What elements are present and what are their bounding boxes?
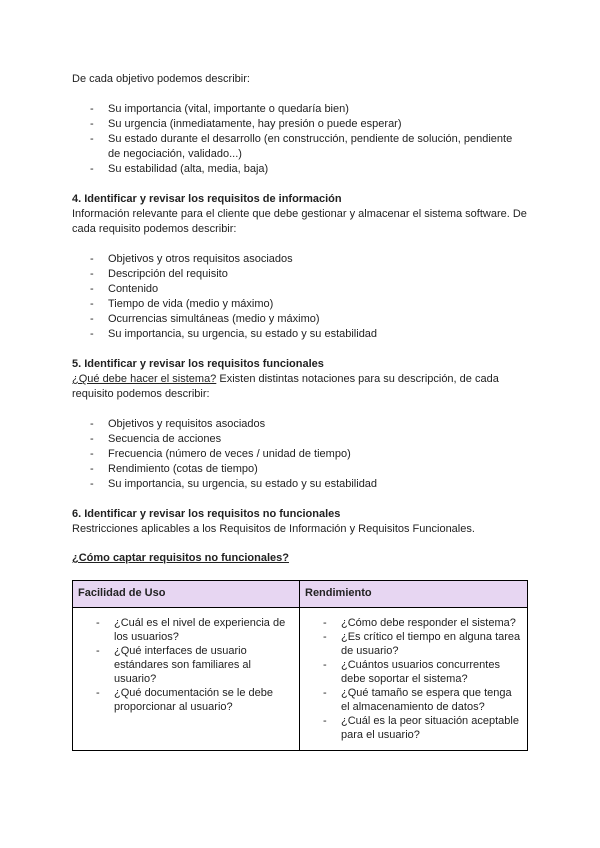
list-item: - Su importancia (vital, importante o quedaría bien) bbox=[72, 102, 527, 117]
list-item: - Su urgencia (inmediatamente, hay presión o puede esperar) bbox=[72, 117, 527, 132]
list-item: - ¿Cuántos usuarios concurrentes debe soportar el sistema? bbox=[305, 658, 521, 686]
section-5-heading: 5. Identificar y revisar los requisitos funcionales bbox=[72, 358, 324, 370]
list-item: - Su estabilidad (alta, media, baja) bbox=[72, 162, 527, 177]
table-row bbox=[73, 608, 528, 751]
list-item: - Su importancia, su urgencia, su estado y su estabilidad bbox=[72, 327, 527, 342]
list-item: - Objetivos y requisitos asociados bbox=[72, 417, 527, 432]
list-item: - Su estado durante el desarrollo (en construcción, pendiente de solución, pendiente de negociación, validado...) bbox=[72, 132, 527, 162]
list-item: - ¿Es crítico el tiempo en alguna tarea de usuario? bbox=[305, 630, 521, 658]
section-6-heading: 6. Identificar y revisar los requisitos no funcionales bbox=[72, 508, 341, 520]
list-item: - Objetivos y otros requisitos asociados bbox=[72, 252, 527, 267]
list-item: - Su importancia, su urgencia, su estado y su estabilidad bbox=[72, 477, 527, 492]
performance-cell bbox=[300, 608, 528, 751]
list-item: - Tiempo de vida (medio y máximo) bbox=[72, 297, 527, 312]
table-header-row bbox=[73, 581, 528, 608]
list-item: - Descripción del requisito bbox=[72, 267, 527, 282]
document-page bbox=[72, 72, 527, 751]
list-item: - Rendimiento (cotas de tiempo) bbox=[72, 462, 527, 477]
usability-cell bbox=[73, 608, 300, 751]
list-item: - Frecuencia (número de veces / unidad de tiempo) bbox=[72, 447, 527, 462]
requirements-table bbox=[72, 580, 528, 751]
capture-heading: ¿Cómo captar requisitos no funcionales? bbox=[72, 552, 289, 564]
list-item: - Ocurrencias simultáneas (medio y máximo) bbox=[72, 312, 527, 327]
table-header-performance: Rendimiento bbox=[300, 581, 528, 608]
section-4-heading: 4. Identificar y revisar los requisitos de información bbox=[72, 193, 342, 205]
list-item: - ¿Qué tamaño se espera que tenga el almacenamiento de datos? bbox=[305, 686, 521, 714]
section-4-list bbox=[72, 252, 527, 342]
list-item: - Secuencia de acciones bbox=[72, 432, 527, 447]
section-5-text bbox=[72, 372, 527, 402]
performance-list bbox=[305, 616, 521, 742]
list-item: - ¿Cuál es el nivel de experiencia de los usuarios? bbox=[78, 616, 293, 644]
list-item: - Contenido bbox=[72, 282, 527, 297]
table-header-usability: Facilidad de Uso bbox=[73, 581, 300, 608]
section-5-question: ¿Qué debe hacer el sistema? bbox=[72, 373, 217, 385]
list-item: - ¿Qué interfaces de usuario estándares son familiares al usuario? bbox=[78, 644, 293, 686]
section-4-text: Información relevante para el cliente que debe gestionar y almacenar el sistema software. De cada requisito podemos describir: bbox=[72, 208, 527, 235]
section-5-list bbox=[72, 417, 527, 492]
objetivo-intro: De cada objetivo podemos describir: bbox=[72, 73, 250, 85]
section-5-description: Existen distintas notaciones para su descripción, de cada requisito podemos describir: bbox=[72, 373, 499, 400]
list-item: - ¿Qué documentación se le debe proporcionar al usuario? bbox=[78, 686, 293, 714]
list-item: - ¿Cómo debe responder el sistema? bbox=[305, 616, 521, 630]
section-6-text: Restricciones aplicables a los Requisitos de Información y Requisitos Funcionales. bbox=[72, 523, 475, 535]
objetivo-list bbox=[72, 102, 527, 177]
usability-list bbox=[78, 616, 293, 714]
list-item: - ¿Cuál es la peor situación aceptable para el usuario? bbox=[305, 714, 521, 742]
